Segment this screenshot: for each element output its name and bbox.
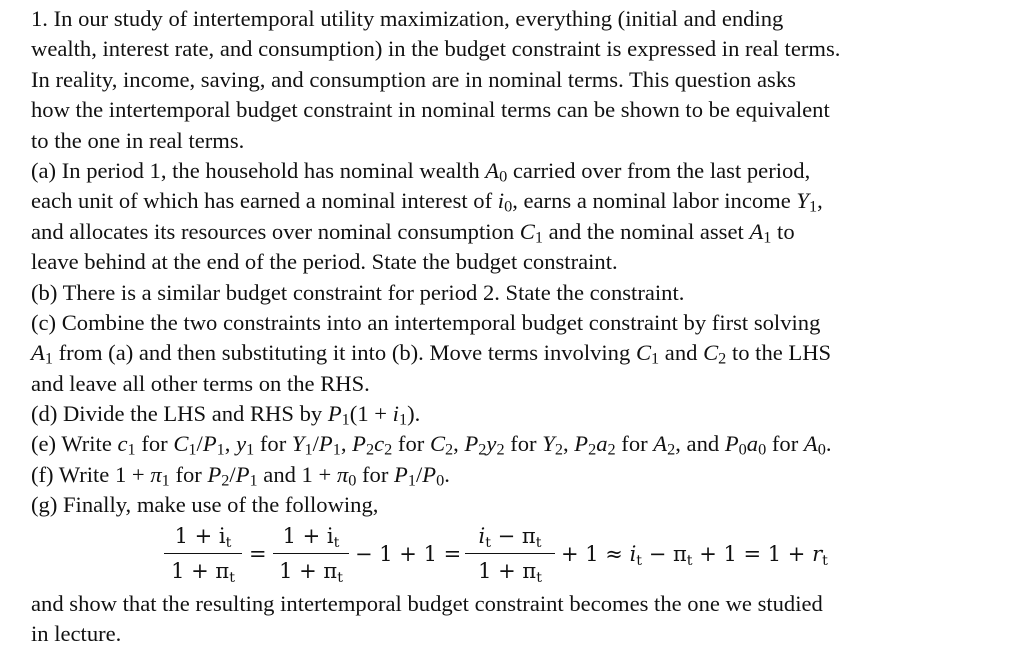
approximation-formula [31,521,1001,589]
fraction-1: $1 + i_t$ $1 + \pi_t$ [164,521,242,587]
part-f-line: (f) Write $1 + \pi_1$ for $P_2/P_1$ and $1 + \pi_0$ for $P_1/P_0$. [31,461,450,490]
part-d-line: (d) Divide the LHS and RHS by $P_1(1 + i_1)$. [31,401,421,429]
minus-one-plus-one: − 1 + 1 = [355,541,462,566]
intro-line-1: 1. In our study of intertemporal utility maximization, everything (initial and ending [31,6,784,31]
fraction-3: $i_t - \pi_t$ $1 + \pi_t$ [465,521,555,587]
intro-line-3: In reality, income, saving, and consumption are in nominal terms. This question asks [31,66,796,92]
part-a-line-1: (a) In period 1, the household has nominal wealth $A_0$ carried over from the last period, [31,157,811,186]
intro-line-2: wealth, interest rate, and consumption) in the budget constraint is expressed in real terms. [31,36,841,62]
fraction-2: $1 + i_t$ $1 + \pi_t$ [273,521,349,587]
question-document [31,4,1001,649]
part-g-line: (g) Finally, make use of the following, [31,492,379,518]
part-c-line-3: and leave all other terms on the RHS. [31,370,370,396]
part-a-line-3: and allocates its resources over nominal consumption $C_1$ and the nominal asset $A_1$ to [31,218,795,247]
part-a-line-2: each unit of which has earned a nominal interest of $i_0$, earns a nominal labor income $Y_1$, [31,188,823,216]
part-a-line-4: leave behind at the end of the period. State the budget constraint. [31,249,618,275]
closing-line-1: and show that the resulting intertemporal budget constraint becomes the one we studied [31,590,823,616]
intro-line-5: to the one in real terms. [31,127,245,153]
part-c-line-1: (c) Combine the two constraints into an intertemporal budget constraint by first solving [31,309,821,335]
equals-1: = [249,541,267,566]
part-e-line: (e) Write $c_1$ for $C_1/P_1$, $y_1$ for $Y_1/P_1$, $P_2c_2$ for $C_2$, $P_2y_2$ for $Y_2$, $P_2a_2$ for $A_2$, and $P_0a_0$ for $A_0$. [31,431,832,460]
part-c-line-2: $A_1$ from (a) and then substituting it into (b). Move terms involving $C_1$ and $C_2$ to the LHS [31,340,832,368]
part-b-line: (b) There is a similar budget constraint for period 2. State the constraint. [31,279,685,305]
closing-line-2: in lecture. [31,621,122,647]
approximation-tail: + $1 \approx i_t - \pi_t + 1 = 1 + r_t$ [561,541,828,569]
intro-line-4: how the intertemporal budget constraint in nominal terms can be shown to be equivalent [31,97,830,123]
